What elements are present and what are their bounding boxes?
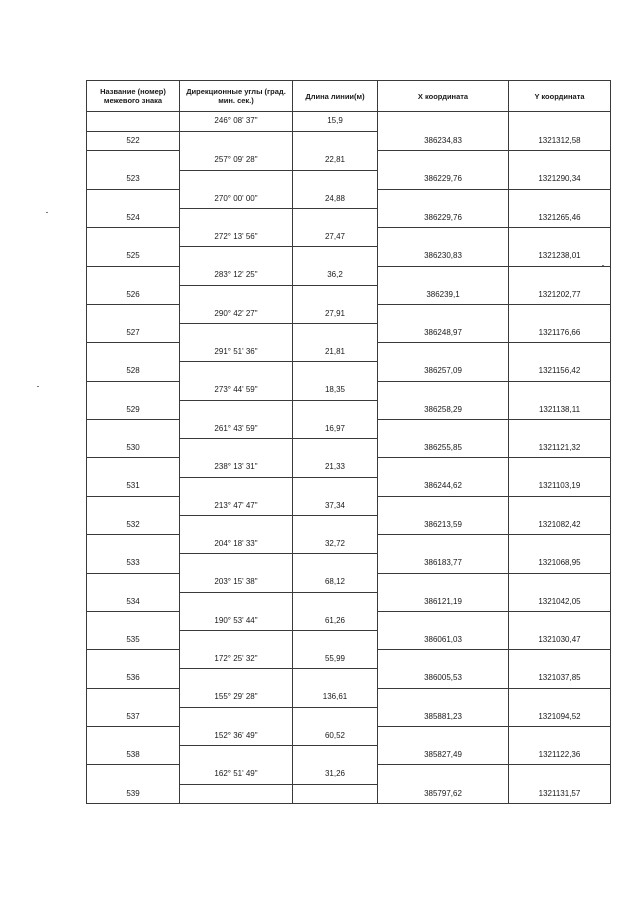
- cell-x: 386213,59: [378, 515, 509, 534]
- cell-name: 533: [87, 554, 180, 573]
- cell-y: 1321094,52: [509, 707, 611, 726]
- cell-angle: 238° 13' 31": [180, 458, 293, 477]
- cell-y: 1321030,47: [509, 631, 611, 650]
- cell-y: 1321138,11: [509, 400, 611, 419]
- cell-length: [293, 362, 378, 381]
- cell-x: 386061,03: [378, 631, 509, 650]
- cell-y: [509, 573, 611, 592]
- cell-x: 385797,62: [378, 784, 509, 804]
- segment-row: [87, 727, 611, 746]
- cell-y: [509, 112, 611, 132]
- cell-name: 537: [87, 707, 180, 726]
- segment-row: [87, 266, 611, 285]
- cell-y: 1321176,66: [509, 324, 611, 343]
- cell-length: 31,26: [293, 765, 378, 784]
- segment-row: [87, 573, 611, 592]
- cell-x: 386255,85: [378, 439, 509, 458]
- cell-name: 526: [87, 285, 180, 304]
- cell-y: [509, 727, 611, 746]
- segment-row: [87, 458, 611, 477]
- cell-name: 522: [87, 131, 180, 151]
- point-row: [87, 515, 611, 534]
- cell-x: [378, 535, 509, 554]
- cell-length: 32,72: [293, 535, 378, 554]
- point-row: [87, 746, 611, 765]
- cell-length: [293, 746, 378, 765]
- cell-angle: 272° 13' 56": [180, 228, 293, 247]
- cell-length: [293, 285, 378, 304]
- cell-angle: 261° 43' 59": [180, 420, 293, 439]
- cell-length: 21,33: [293, 458, 378, 477]
- cell-x: [378, 228, 509, 247]
- cell-angle: [180, 324, 293, 343]
- cell-y: [509, 151, 611, 170]
- cell-x: 386005,53: [378, 669, 509, 688]
- cell-angle: [180, 707, 293, 726]
- cell-angle: [180, 554, 293, 573]
- cell-x: 386258,29: [378, 400, 509, 419]
- point-row: [87, 170, 611, 189]
- cell-angle: 213° 47' 47": [180, 496, 293, 515]
- cell-angle: 270° 00' 00": [180, 189, 293, 208]
- cell-angle: [180, 170, 293, 189]
- cell-x: [378, 727, 509, 746]
- cell-length: [293, 554, 378, 573]
- cell-name: [87, 266, 180, 285]
- segment-row: [87, 228, 611, 247]
- cell-x: [378, 112, 509, 132]
- cell-name: 539: [87, 784, 180, 804]
- cell-angle: 283° 12' 25": [180, 266, 293, 285]
- cell-name: 527: [87, 324, 180, 343]
- cell-y: [509, 458, 611, 477]
- cell-x: [378, 151, 509, 170]
- cell-y: [509, 266, 611, 285]
- cell-length: [293, 324, 378, 343]
- cell-name: [87, 496, 180, 515]
- cell-name: [87, 765, 180, 784]
- cell-x: 386244,62: [378, 477, 509, 496]
- cell-name: 530: [87, 439, 180, 458]
- cell-angle: [180, 400, 293, 419]
- cell-angle: 246° 08' 37": [180, 112, 293, 132]
- cell-x: 386248,97: [378, 324, 509, 343]
- cell-name: 523: [87, 170, 180, 189]
- cell-name: [87, 611, 180, 630]
- cell-x: [378, 458, 509, 477]
- cell-name: 536: [87, 669, 180, 688]
- scan-speck: [37, 386, 39, 387]
- cell-angle: 203° 15' 38": [180, 573, 293, 592]
- cell-angle: [180, 285, 293, 304]
- cell-name: [87, 151, 180, 170]
- segment-row: [87, 151, 611, 170]
- cell-angle: [180, 515, 293, 534]
- cell-angle: [180, 477, 293, 496]
- header-length: Длина линии(м): [293, 81, 378, 112]
- cell-x: [378, 381, 509, 400]
- cell-x: [378, 688, 509, 707]
- point-row: [87, 247, 611, 266]
- cell-length: 22,81: [293, 151, 378, 170]
- cell-y: [509, 381, 611, 400]
- table-header-row: [87, 81, 611, 112]
- header-name: Название (номер) межевого знака: [87, 81, 180, 112]
- cell-length: 24,88: [293, 189, 378, 208]
- cell-y: 1321121,32: [509, 439, 611, 458]
- cell-length: 136,61: [293, 688, 378, 707]
- cell-y: 1321042,05: [509, 592, 611, 611]
- cell-x: [378, 496, 509, 515]
- cell-length: 55,99: [293, 650, 378, 669]
- cell-y: [509, 765, 611, 784]
- cell-x: 385881,23: [378, 707, 509, 726]
- cell-x: [378, 611, 509, 630]
- cell-length: [293, 631, 378, 650]
- cell-y: 1321312,58: [509, 131, 611, 151]
- cell-x: [378, 765, 509, 784]
- point-row: [87, 400, 611, 419]
- cell-name: 525: [87, 247, 180, 266]
- cell-angle: 190° 53' 44": [180, 611, 293, 630]
- cell-angle: [180, 362, 293, 381]
- cell-x: [378, 343, 509, 362]
- cell-length: 27,47: [293, 228, 378, 247]
- point-row: [87, 131, 611, 151]
- segment-row: [87, 304, 611, 323]
- cell-length: [293, 208, 378, 227]
- cell-name: [87, 535, 180, 554]
- cell-angle: 290° 42' 27": [180, 304, 293, 323]
- cell-name: [87, 420, 180, 439]
- cell-y: [509, 304, 611, 323]
- coordinates-table: [86, 80, 611, 804]
- cell-y: 1321068,95: [509, 554, 611, 573]
- segment-row: [87, 650, 611, 669]
- cell-y: 1321122,36: [509, 746, 611, 765]
- cell-y: [509, 496, 611, 515]
- point-row: [87, 554, 611, 573]
- point-row: [87, 477, 611, 496]
- cell-length: 16,97: [293, 420, 378, 439]
- cell-angle: [180, 592, 293, 611]
- cell-angle: 152° 36' 49": [180, 727, 293, 746]
- cell-x: 386239,1: [378, 285, 509, 304]
- cell-name: 531: [87, 477, 180, 496]
- point-row: [87, 285, 611, 304]
- cell-y: 1321082,42: [509, 515, 611, 534]
- cell-angle: 204° 18' 33": [180, 535, 293, 554]
- cell-length: [293, 170, 378, 189]
- cell-name: 529: [87, 400, 180, 419]
- cell-x: [378, 573, 509, 592]
- cell-x: 386183,77: [378, 554, 509, 573]
- cell-y: [509, 611, 611, 630]
- cell-length: [293, 515, 378, 534]
- cell-y: 1321265,46: [509, 208, 611, 227]
- cell-length: [293, 400, 378, 419]
- cell-name: [87, 343, 180, 362]
- cell-angle: [180, 631, 293, 650]
- cell-length: 60,52: [293, 727, 378, 746]
- cell-x: 386234,83: [378, 131, 509, 151]
- cell-length: [293, 247, 378, 266]
- cell-y: 1321290,34: [509, 170, 611, 189]
- cell-angle: 172° 25' 32": [180, 650, 293, 669]
- cell-length: 61,26: [293, 611, 378, 630]
- cell-name: [87, 688, 180, 707]
- cell-length: [293, 784, 378, 804]
- cell-length: 27,91: [293, 304, 378, 323]
- cell-x: 386229,76: [378, 170, 509, 189]
- point-row: [87, 439, 611, 458]
- cell-x: [378, 650, 509, 669]
- cell-name: 524: [87, 208, 180, 227]
- cell-y: 1321131,57: [509, 784, 611, 804]
- cell-x: 386257,09: [378, 362, 509, 381]
- cell-name: [87, 650, 180, 669]
- point-row: [87, 324, 611, 343]
- cell-length: 68,12: [293, 573, 378, 592]
- cell-name: [87, 727, 180, 746]
- segment-row: [87, 381, 611, 400]
- scan-speck: [46, 212, 48, 213]
- cell-angle: [180, 247, 293, 266]
- cell-name: 538: [87, 746, 180, 765]
- cell-x: 386121,19: [378, 592, 509, 611]
- cell-angle: 162° 51' 49": [180, 765, 293, 784]
- segment-row: [87, 189, 611, 208]
- cell-y: 1321037,85: [509, 669, 611, 688]
- point-row: [87, 707, 611, 726]
- cell-length: 21,81: [293, 343, 378, 362]
- cell-name: [87, 573, 180, 592]
- cell-length: 36,2: [293, 266, 378, 285]
- table-body: [87, 112, 611, 804]
- cell-name: 532: [87, 515, 180, 534]
- cell-angle: [180, 669, 293, 688]
- cell-y: [509, 650, 611, 669]
- segment-row: [87, 688, 611, 707]
- point-row: [87, 669, 611, 688]
- cell-name: [87, 458, 180, 477]
- point-row: [87, 592, 611, 611]
- cell-y: [509, 688, 611, 707]
- cell-x: [378, 420, 509, 439]
- cell-length: 37,34: [293, 496, 378, 515]
- segment-row: [87, 765, 611, 784]
- cell-x: [378, 304, 509, 323]
- cell-name: [87, 381, 180, 400]
- cell-name: [87, 228, 180, 247]
- cell-x: [378, 189, 509, 208]
- header-y: Y координата: [509, 81, 611, 112]
- cell-y: [509, 535, 611, 554]
- point-row: [87, 208, 611, 227]
- cell-length: [293, 707, 378, 726]
- segment-row: [87, 112, 611, 132]
- cell-angle: 273° 44' 59": [180, 381, 293, 400]
- cell-angle: [180, 746, 293, 765]
- segment-row: [87, 496, 611, 515]
- cell-name: 534: [87, 592, 180, 611]
- cell-y: [509, 228, 611, 247]
- cell-x: 386229,76: [378, 208, 509, 227]
- cell-name: 535: [87, 631, 180, 650]
- cell-y: [509, 189, 611, 208]
- cell-angle: 291° 51' 36": [180, 343, 293, 362]
- cell-angle: [180, 439, 293, 458]
- cell-name: 528: [87, 362, 180, 381]
- segment-row: [87, 343, 611, 362]
- cell-length: [293, 477, 378, 496]
- cell-angle: [180, 208, 293, 227]
- cell-x: 386230,83: [378, 247, 509, 266]
- cell-length: 18,35: [293, 381, 378, 400]
- cell-name: [87, 189, 180, 208]
- cell-y: 1321103,19: [509, 477, 611, 496]
- cell-x: [378, 266, 509, 285]
- cell-y: 1321156,42: [509, 362, 611, 381]
- segment-row: [87, 420, 611, 439]
- segment-row: [87, 611, 611, 630]
- cell-angle: [180, 131, 293, 151]
- cell-name: [87, 112, 180, 132]
- cell-name: [87, 304, 180, 323]
- cell-angle: 155° 29' 28": [180, 688, 293, 707]
- point-row: [87, 362, 611, 381]
- header-x: X координата: [378, 81, 509, 112]
- cell-length: [293, 131, 378, 151]
- point-row: [87, 631, 611, 650]
- cell-y: 1321202,77: [509, 285, 611, 304]
- cell-angle: 257° 09' 28": [180, 151, 293, 170]
- cell-angle: [180, 784, 293, 804]
- cell-length: [293, 439, 378, 458]
- cell-length: [293, 669, 378, 688]
- cell-y: [509, 343, 611, 362]
- cell-y: [509, 420, 611, 439]
- cell-length: [293, 592, 378, 611]
- header-angle: Дирекционные углы (град. мин. сек.): [180, 81, 293, 112]
- segment-row: [87, 535, 611, 554]
- cell-y: 1321238,01: [509, 247, 611, 266]
- cell-length: 15,9: [293, 112, 378, 132]
- point-row: [87, 784, 611, 804]
- cell-x: 385827,49: [378, 746, 509, 765]
